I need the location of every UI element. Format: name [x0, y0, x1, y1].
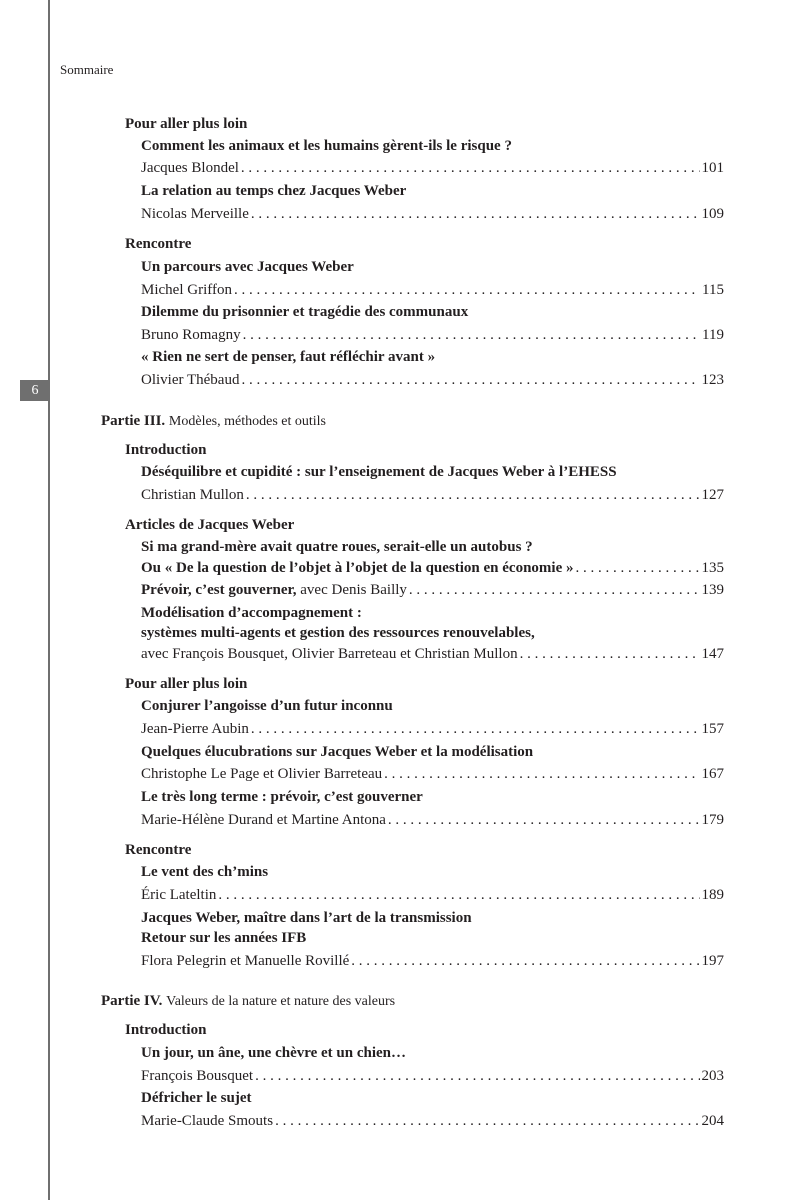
entry-title-author	[141, 580, 407, 600]
dot-leader	[246, 485, 700, 505]
entry-title: Le vent des ch’mins	[141, 864, 269, 880]
entry-page: 189	[701, 887, 724, 903]
dot-leader	[234, 280, 700, 300]
dot-leader	[241, 158, 700, 178]
dot-leader	[218, 885, 699, 905]
entry-title: Si ma grand-mère avait quatre roues, serait-elle un autobus ?	[141, 539, 533, 555]
part-title: Modèles, méthodes et outils	[168, 414, 326, 429]
toc-entry[interactable]	[141, 644, 724, 664]
entry-page: 204	[701, 1113, 724, 1129]
entry-title: Un parcours avec Jacques Weber	[141, 259, 354, 275]
entry-author: Bruno Romagny	[141, 327, 241, 343]
dot-leader	[520, 644, 700, 664]
entry-author: Éric Lateltin	[141, 887, 217, 903]
toc-entry[interactable]	[141, 325, 724, 345]
section-heading: Rencontre	[125, 236, 192, 252]
entry-author: Jean-Pierre Aubin	[141, 721, 249, 737]
entry-title: Défricher le sujet	[141, 1090, 252, 1106]
dot-leader	[576, 558, 700, 578]
entry-author: Jacques Blondel	[141, 160, 239, 176]
entry-title: Jacques Weber, maître dans l’art de la transmission	[141, 910, 472, 926]
entry-page: 119	[702, 327, 724, 343]
entry-title: Conjurer l’angoisse d’un futur inconnu	[141, 698, 393, 714]
entry-title: Comment les animaux et les humains gèrent-ils le risque ?	[141, 138, 512, 154]
entry-page: 167	[701, 766, 724, 782]
dot-leader	[255, 1066, 699, 1086]
toc-entry[interactable]	[141, 885, 724, 905]
section-heading: Pour aller plus loin	[125, 116, 248, 132]
dot-leader	[275, 1111, 699, 1131]
entry-subtitle: Retour sur les années IFB	[141, 930, 307, 946]
dot-leader	[384, 764, 699, 784]
entry-title: Déséquilibre et cupidité : sur l’enseignement de Jacques Weber à l’EHESS	[141, 464, 617, 480]
entry-author: Olivier Thébaud	[141, 372, 240, 388]
entry-title: Un jour, un âne, une chèvre et un chien…	[141, 1045, 407, 1061]
entry-author: Nicolas Merveille	[141, 206, 249, 222]
entry-title: « Rien ne sert de penser, faut réfléchir avant »	[141, 349, 436, 365]
entry-page: 101	[701, 160, 724, 176]
entry-title: La relation au temps chez Jacques Weber	[141, 183, 407, 199]
toc-entry[interactable]	[141, 1066, 724, 1086]
entry-page: 127	[701, 487, 724, 503]
entry-author: avec Denis Bailly	[300, 582, 407, 598]
toc-entry[interactable]	[141, 810, 724, 830]
dot-leader	[243, 325, 700, 345]
entry-author: Christophe Le Page et Olivier Barreteau	[141, 766, 383, 782]
entry-page: 203	[701, 1068, 724, 1084]
section-heading: Introduction	[125, 1022, 207, 1038]
entry-page: 109	[701, 206, 724, 222]
toc-entry[interactable]	[141, 580, 724, 600]
entry-page: 147	[701, 646, 724, 662]
part-heading	[101, 411, 326, 432]
section-heading: Articles de Jacques Weber	[125, 517, 295, 533]
part-title: Valeurs de la nature et nature des valeurs	[166, 994, 396, 1009]
toc-entry[interactable]	[141, 370, 724, 390]
entry-title: Le très long terme : prévoir, c’est gouverner	[141, 789, 423, 805]
entry-page: 123	[701, 372, 724, 388]
dot-leader	[251, 204, 700, 224]
running-title: Sommaire	[60, 62, 114, 77]
toc-entry[interactable]	[141, 158, 724, 178]
section-heading: Pour aller plus loin	[125, 676, 248, 692]
entry-author: François Bousquet	[141, 1068, 254, 1084]
part-label: Partie III.	[101, 413, 166, 429]
entry-author: Michel Griffon	[141, 282, 232, 298]
dot-leader	[388, 810, 700, 830]
dot-leader	[409, 580, 700, 600]
entry-page: 157	[701, 721, 724, 737]
section-heading: Rencontre	[125, 842, 192, 858]
toc-entry[interactable]	[141, 280, 724, 300]
part-heading	[101, 991, 395, 1012]
entry-page: 135	[701, 560, 724, 576]
entry-author: Christian Mullon	[141, 487, 244, 503]
toc-entry[interactable]	[141, 558, 724, 578]
page-number: 6	[31, 383, 39, 398]
entry-title: Modélisation d’accompagnement :	[141, 605, 362, 621]
entry-title: Prévoir, c’est gouverner,	[141, 582, 297, 598]
entry-title: Quelques élucubrations sur Jacques Weber et la modélisation	[141, 744, 534, 760]
dot-leader	[351, 951, 699, 971]
dot-leader	[241, 370, 699, 390]
toc-entry[interactable]	[141, 1111, 724, 1131]
entry-subtitle: Ou « De la question de l’objet à l’objet de la question en économie »	[141, 560, 574, 576]
dot-leader	[251, 719, 700, 739]
entry-author: Marie-Hélène Durand et Martine Antona	[141, 812, 386, 828]
entry-page: 115	[702, 282, 724, 298]
entry-page: 197	[701, 953, 724, 969]
entry-page: 179	[701, 812, 724, 828]
section-heading: Introduction	[125, 442, 207, 458]
entry-author: Flora Pelegrin et Manuelle Rovillé	[141, 953, 350, 969]
entry-author: avec François Bousquet, Olivier Barreteau et Christian Mullon	[141, 646, 518, 662]
entry-author: Marie-Claude Smouts	[141, 1113, 274, 1129]
part-label: Partie IV.	[101, 993, 163, 1009]
entry-page: 139	[701, 582, 724, 598]
entry-title: Dilemme du prisonnier et tragédie des communaux	[141, 304, 469, 320]
toc-entry[interactable]	[141, 719, 724, 739]
toc-entry[interactable]	[141, 951, 724, 971]
entry-subtitle: systèmes multi-agents et gestion des ressources renouvelables,	[141, 625, 535, 641]
toc-entry[interactable]	[141, 485, 724, 505]
toc-entry[interactable]	[141, 204, 724, 224]
toc-entry[interactable]	[141, 764, 724, 784]
